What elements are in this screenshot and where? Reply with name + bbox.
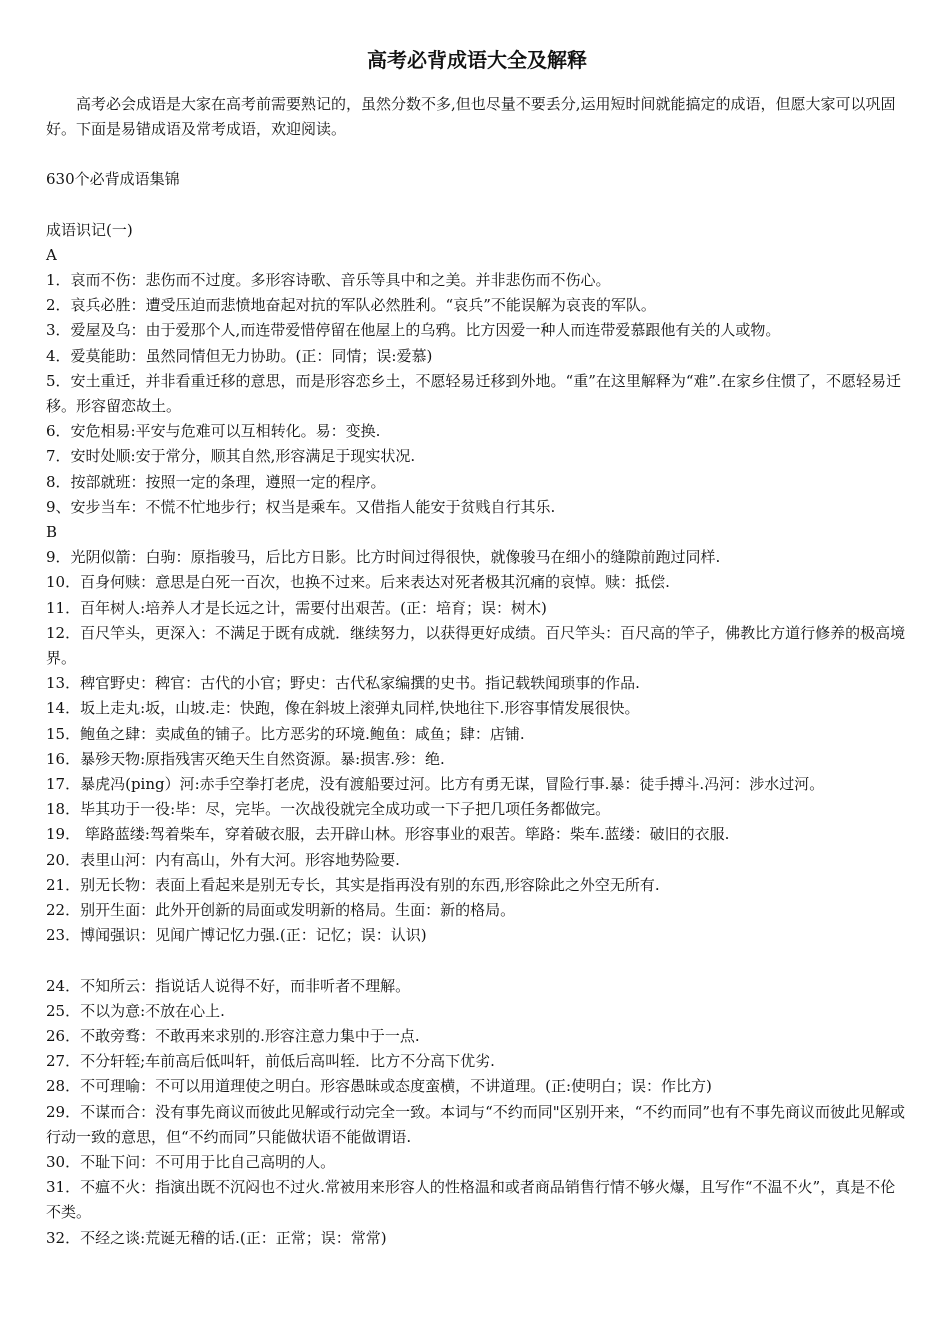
- idiom-entry: 3．爱屋及乌：由于爱那个人,而连带爱惜停留在他屋上的乌鸦。比方因爱一种人而连带爱慕跟他有关的人或物。: [46, 321, 781, 340]
- idiom-entry: 9、安步当车：不慌不忙地步行；权当是乘车。又借指人能安于贫贱自行其乐.: [46, 497, 556, 516]
- entry-list-c: [46, 974, 908, 1251]
- idiom-entry: 26．不敢旁骛：不敢再来求别的.形容注意力集中于一点.: [46, 1026, 420, 1045]
- idiom-entry: 28．不可理喻：不可以用道理使之明白。形容愚昧或态度蛮横，不讲道理。(正:使明白；误：作比方): [46, 1077, 712, 1096]
- intro-paragraph: 高考必会成语是大家在高考前需要熟记的，虽然分数不多,但也尽量不要丢分,运用短时间就能搞定的成语，但愿大家可以巩固好。下面是易错成语及常考成语，欢迎阅读。: [46, 95, 896, 139]
- group-heading-b: B: [46, 523, 58, 542]
- idiom-entry: 12．百尺竿头，更深入：不满足于既有成就．继续努力，以获得更好成绩。百尺竿头：百尺高的竿子，佛教比方道行修养的极高境界。: [46, 623, 906, 668]
- idiom-entry: 30．不耻下问：不可用于比自己高明的人。: [46, 1152, 336, 1171]
- idiom-entry: 17．暴虎冯(ping）河:赤手空拳打老虎，没有渡船要过河。比方有勇无谋，冒险行事.暴：徒手搏斗.冯河：涉水过河。: [46, 775, 825, 794]
- idiom-entry: 4．爱莫能助：虽然同情但无力协助。(正：同情；误:爱慕): [46, 346, 433, 365]
- idiom-entry: 18．毕其功于一役:毕：尽，完毕。一次战役就完全成功或一下子把几项任务都做完。: [46, 800, 611, 819]
- idiom-entry: 6．安危相易:平安与危难可以互相转化。易：变换.: [46, 422, 381, 441]
- entry-list-b: [46, 545, 908, 948]
- idiom-entry: 19． 筚路蓝缕:驾着柴车，穿着破衣服，去开辟山林。形容事业的艰苦。筚路：柴车.蓝缕：破旧的衣服.: [46, 825, 730, 844]
- section-title: 成语识记(一): [46, 220, 133, 239]
- entry-list-a: [46, 268, 908, 520]
- idiom-entry: 22．别开生面：此外开创新的局面或发明新的格局。生面：新的格局。: [46, 901, 516, 920]
- idiom-entry: 27．不分轩轾;车前高后低叫轩，前低后高叫轾．比方不分高下优劣.: [46, 1052, 495, 1071]
- idiom-entry: 21．别无长物：表面上看起来是别无专长，其实是指再没有别的东西,形容除此之外空无所有.: [46, 875, 660, 894]
- idiom-entry: 25．不以为意:不放在心上.: [46, 1001, 225, 1020]
- idiom-entry: 7．安时处顺:安于常分，顺其自然,形容满足于现实状况.: [46, 447, 416, 466]
- spacer: [46, 142, 908, 167]
- idiom-entry: 31．不瘟不火：指演出既不沉闷也不过火.常被用来形容人的性格温和或者商品销售行情不够火爆，且写作“不温不火”，真是不伦不类。: [46, 1178, 896, 1222]
- idiom-entry: 14．坂上走丸:坂，山坡.走：快跑，像在斜坡上滚弹丸同样,快地往下.形容事情发展很快。: [46, 699, 640, 718]
- idiom-entry: 15．鲍鱼之肆：卖咸鱼的铺子。比方恶劣的环境.鲍鱼：咸鱼；肆：店铺.: [46, 724, 525, 743]
- collection-title: 630个必背成语集锦: [46, 170, 180, 189]
- idiom-entry: 23．博闻强识：见闻广博记忆力强.(正：记忆；误：认识): [46, 926, 427, 945]
- idiom-entry: 9．光阴似箭：白驹：原指骏马，后比方日影。比方时间过得很快，就像骏马在细小的缝隙前跑过同样.: [46, 548, 721, 567]
- idiom-entry: 11．百年树人:培养人才是长远之计，需要付出艰苦。(正：培育；误：树木): [46, 598, 547, 617]
- document-page: [46, 46, 908, 1251]
- idiom-entry: 24．不知所云：指说话人说得不好，而非听者不理解。: [46, 976, 411, 995]
- group-heading-a: A: [46, 245, 57, 264]
- spacer: [46, 949, 908, 974]
- idiom-entry: 16．暴殄天物:原指残害灭绝天生自然资源。暴:损害.殄：绝.: [46, 749, 445, 768]
- spacer: [46, 193, 908, 218]
- idiom-entry: 29．不谋而合：没有事先商议而彼此见解或行动完全一致。本词与“不约而同"区别开来，“不约而同”也有不事先商议而彼此见解或行动一致的意思，但“不约而同”只能做状语不能做谓语.: [46, 1102, 905, 1146]
- idiom-entry: 1．哀而不伤：悲伤而不过度。多形容诗歌、音乐等具中和之美。并非悲伤而不伤心。: [46, 271, 611, 290]
- idiom-entry: 13．稗官野史：稗官：古代的小官；野史：古代私家编撰的史书。指记载轶闻琐事的作品.: [46, 674, 640, 693]
- document-title: 高考必背成语大全及解释: [367, 48, 587, 72]
- idiom-entry: 10．百身何赎：意思是白死一百次，也换不过来。后来表达对死者极其沉痛的哀悼。赎：抵偿.: [46, 573, 670, 592]
- idiom-entry: 2．哀兵必胜：遭受压迫而悲愤地奋起对抗的军队必然胜利。“哀兵”不能误解为哀丧的军队。: [46, 296, 656, 315]
- idiom-entry: 20．表里山河：内有高山，外有大河。形容地势险要.: [46, 850, 400, 869]
- idiom-entry: 8．按部就班：按照一定的条理，遵照一定的程序。: [46, 472, 386, 491]
- idiom-entry: 32．不经之谈:荒诞无稽的话.(正：正常；误：常常): [46, 1228, 387, 1247]
- idiom-entry: 5．安土重迁，并非看重迁移的意思，而是形容恋乡土，不愿轻易迁移到外地。“重”在这里解释为“难”.在家乡住惯了，不愿轻易迁移。形容留恋故土。: [46, 371, 901, 416]
